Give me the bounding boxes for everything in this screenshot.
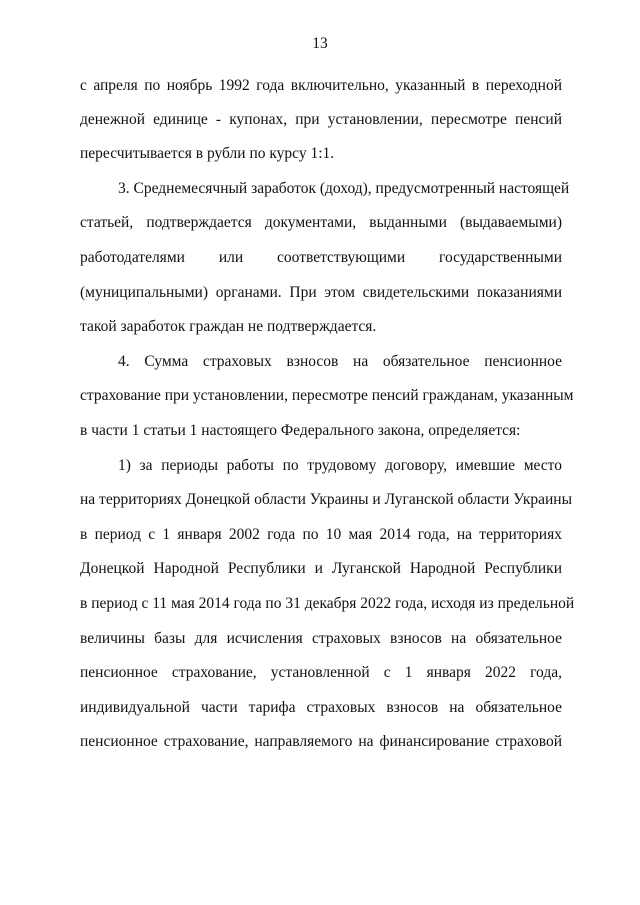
text-line: работодателями или соответствующими государственными (80, 249, 562, 266)
text-line: на территориях Донецкой области Украины и Луганской области Украины (80, 491, 572, 508)
text-line: в период с 1 января 2002 года по 10 мая 2014 года, на территориях (80, 526, 562, 543)
text-line: такой заработок граждан не подтверждается. (80, 318, 377, 335)
text-line: 3. Среднемесячный заработок (доход), предусмотренный настоящей (118, 180, 570, 197)
text-line: Донецкой Народной Республики и Луганской Народной Республики (80, 560, 562, 577)
page-number: 13 (312, 35, 328, 52)
text-line: пересчитывается в рубли по курсу 1:1. (80, 145, 335, 162)
text-line: страхование при установлении, пересмотре пенсий гражданам, указанным (80, 387, 574, 404)
text-line: в части 1 статьи 1 настоящего Федерального закона, определяется: (80, 422, 521, 439)
text-line: денежной единице - купонах, при установлении, пересмотре пенсий (80, 111, 562, 128)
text-line: пенсионное страхование, установленной с 1 января 2022 года, (80, 664, 562, 681)
text-line: пенсионное страхование, направляемого на финансирование страховой (80, 733, 562, 750)
text-line: статьей, подтверждается документами, выданными (выдаваемыми) (80, 214, 562, 231)
text-line: с апреля по ноябрь 1992 года включительно, указанный в переходной (80, 77, 562, 94)
text-line: величины базы для исчисления страховых взносов на обязательное (80, 630, 562, 647)
text-line: (муниципальными) органами. При этом свидетельскими показаниями (80, 284, 562, 301)
text-line: в период с 11 мая 2014 года по 31 декабря 2022 года, исходя из предельной (80, 595, 575, 612)
text-line: индивидуальной части тарифа страховых взносов на обязательное (80, 699, 562, 716)
text-line: 4. Сумма страховых взносов на обязательное пенсионное (118, 353, 562, 370)
text-line: 1) за периоды работы по трудовому договору, имевшие место (118, 457, 562, 474)
